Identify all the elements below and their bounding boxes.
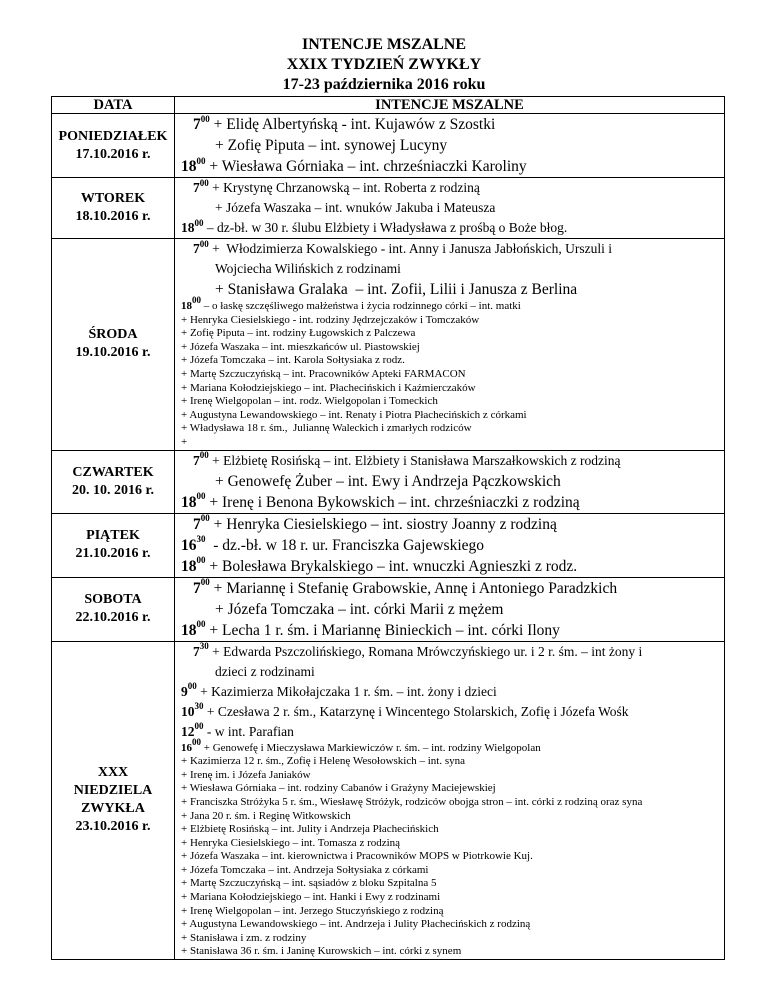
intention-text: + Mariannę i Stefanię Grabowskie, Annę i Antoniego Paradzkich xyxy=(209,579,618,597)
day-cell xyxy=(52,239,175,451)
day-row xyxy=(52,114,725,178)
mass-time xyxy=(193,238,209,256)
intention-text: + Józefa Tomczaka – int. córki Marii z mężem xyxy=(215,600,504,618)
mass-hour: 18 xyxy=(181,621,197,639)
mass-time xyxy=(181,155,206,175)
day-row xyxy=(52,577,725,641)
intention-text: + Krystynę Chrzanowską – int. Roberta z rodziną xyxy=(208,180,480,195)
intention-line xyxy=(181,620,720,641)
mass-minutes: 00 xyxy=(199,450,209,461)
intention-text: + Augustyna Lewandowskiego – int. Andrzeja i Julity Płachecińskich z rodziną xyxy=(181,918,531,931)
intention-line xyxy=(181,239,720,259)
mass-minutes: 00 xyxy=(196,491,206,502)
mass-hour: 18 xyxy=(181,557,197,575)
intention-text: + Henryka Ciesielskiego – int. siostry Joanny z rodziną xyxy=(209,515,557,533)
intention-text: + Martę Szczuczyńską – int. Pracowników Apteki FARMACON xyxy=(181,367,466,380)
mass-time xyxy=(181,681,197,699)
intention-line xyxy=(181,662,720,682)
intention-line xyxy=(181,782,720,796)
intention-text: + Józefa Waszaka – int. kierownictwa i Pracowników MOPS w Piotrkowie Kuj. xyxy=(181,850,533,863)
mass-minutes: 00 xyxy=(199,177,209,188)
intention-text: - w int. Parafian xyxy=(203,723,294,739)
day-row xyxy=(52,178,725,239)
intention-text: + Jana 20 r. śm. i Reginę Witkowskich xyxy=(181,809,351,822)
intention-text: + Stanisława Gralaka – int. Zofii, Lilii i Janusza z Berlina xyxy=(215,281,578,298)
intentions-cell xyxy=(175,641,725,960)
document-title: INTENCJE MSZALNE xyxy=(301,36,467,53)
title-block xyxy=(0,35,768,95)
intention-text: + Franciszka Stróżyka 5 r. śm., Wiesławę Stróżyk, rodziców obojga stron – int. córki z rodziną oraz syna xyxy=(181,795,643,808)
intention-text: + Elidę Albertyńską - int. Kujawów z Szostki xyxy=(209,116,496,133)
day-date: 20. 10. 2016 r. xyxy=(72,482,154,498)
day-date: 21.10.2016 r. xyxy=(75,546,151,562)
intention-text: + Stanisława i zm. z rodziny xyxy=(181,931,307,944)
day-name: PIĄTEK xyxy=(86,528,140,544)
mass-time xyxy=(193,513,210,533)
intention-line xyxy=(181,810,720,824)
intention-line xyxy=(181,578,720,599)
intention-line xyxy=(181,682,720,702)
intention-line xyxy=(181,114,720,135)
intention-text: dzieci z rodzinami xyxy=(215,663,315,679)
intention-line xyxy=(181,382,720,396)
intention-line xyxy=(181,471,720,492)
intention-line xyxy=(181,891,720,905)
intention-text: + Józefa Waszaka – int. mieszkańców ul. Piastowskiej xyxy=(181,340,420,353)
day-cell xyxy=(52,114,175,178)
mass-minutes: 30 xyxy=(196,534,206,545)
intention-line xyxy=(181,514,720,535)
intention-line xyxy=(181,945,720,959)
day-date: 17.10.2016 r. xyxy=(75,146,151,162)
column-header-intentions: INTENCJE MSZALNE xyxy=(175,97,725,114)
column-header-date: DATA xyxy=(52,97,175,114)
table-header-row xyxy=(52,97,725,114)
mass-time xyxy=(181,619,206,639)
mass-hour: 18 xyxy=(181,493,197,511)
day-name: NIEDZIELA xyxy=(73,783,153,799)
intention-line xyxy=(181,492,720,513)
mass-minutes: 00 xyxy=(200,513,210,524)
intentions-cell xyxy=(175,114,725,178)
intention-text: + Elżbietę Rosińską – int. Julity i Andrzeja Płachecińskich xyxy=(181,823,439,836)
intention-line xyxy=(181,864,720,878)
intention-text: + Zofię Piputa – int. synowej Lucyny xyxy=(215,137,448,154)
intention-text: + Mariana Kołodziejskiego – int. Płachecińskich i Kaźmierczaków xyxy=(181,381,476,394)
mass-minutes: 00 xyxy=(199,238,209,249)
intention-text: + Bolesława Brykalskiego – int. wnuczki Agnieszki z rodz. xyxy=(205,557,578,575)
mass-minutes: 00 xyxy=(194,721,204,732)
schedule-table xyxy=(51,96,725,960)
mass-hour: 7 xyxy=(193,241,200,256)
week-title: XXIX TYDZIEŃ ZWYKŁY xyxy=(286,56,482,73)
mass-hour: 10 xyxy=(181,703,195,719)
intentions-cell xyxy=(175,513,725,577)
mass-hour: 16 xyxy=(181,741,192,754)
intention-text: + Zofię Piputa – int. rodziny Ługowskich z Palczewa xyxy=(181,327,416,340)
mass-time xyxy=(193,450,209,468)
day-date: 19.10.2016 r. xyxy=(75,345,151,361)
mass-hour: 16 xyxy=(181,536,197,554)
intention-text: + Martę Szczuczyńską – int. sąsiadów z bloku Szpitalna 5 xyxy=(181,877,437,890)
day-name: SOBOTA xyxy=(84,592,142,608)
day-cell xyxy=(52,450,175,513)
intention-line xyxy=(181,156,720,177)
intention-line xyxy=(181,259,720,279)
day-cell xyxy=(52,577,175,641)
intention-line xyxy=(181,218,720,238)
day-cell xyxy=(52,641,175,960)
intention-text: + Irenę Wielgopolan – int. Jerzego Stuczyńskiego z rodziną xyxy=(181,904,444,917)
mass-time xyxy=(181,736,201,754)
intention-text: + Genowefę Żuber – int. Ewy i Andrzeja Pączkowskich xyxy=(215,472,561,490)
intention-text: + Czesława 2 r. śm., Katarzynę i Wincentego Stolarskich, Zofię i Józefa Wośk xyxy=(203,703,629,719)
intention-text: + Józefa Waszaka – int. wnuków Jakuba i Mateusza xyxy=(215,200,496,215)
intention-line xyxy=(181,755,720,769)
intention-text: + xyxy=(181,435,188,448)
intention-line xyxy=(181,599,720,620)
intention-text: + Henryka Ciesielskiego - int. rodziny Jędrzejczaków i Tomczaków xyxy=(181,313,480,326)
intention-text: + Włodzimierza Kowalskiego - int. Anny i Janusza Jabłońskich, Urszuli i xyxy=(208,241,613,256)
mass-minutes: 00 xyxy=(196,555,206,566)
intention-line xyxy=(181,341,720,355)
intentions-cell xyxy=(175,239,725,451)
intention-line xyxy=(181,850,720,864)
intentions-cell xyxy=(175,178,725,239)
mass-minutes: 00 xyxy=(194,217,204,228)
intention-text: + Władysława 18 r. śm., Juliannę Waleckich i zmarłych rodziców xyxy=(181,422,472,435)
mass-minutes: 30 xyxy=(199,641,209,652)
day-date: 23.10.2016 r. xyxy=(75,819,151,835)
intention-text: + Józefa Tomczaka – int. Karola Sołtysiaka z rodz. xyxy=(181,354,405,367)
mass-hour: 7 xyxy=(193,452,200,468)
mass-hour: 7 xyxy=(193,515,201,533)
intention-text: + Irenę Wielgopolan – int. rodz. Wielgopolan i Tomeckich xyxy=(181,395,438,408)
mass-time xyxy=(181,491,206,511)
intention-line xyxy=(181,354,720,368)
day-name: CZWARTEK xyxy=(72,464,154,480)
intention-text: + Henryka Ciesielskiego – int. Tomasza z rodziną xyxy=(181,836,401,849)
mass-hour: 18 xyxy=(181,220,195,235)
intention-line xyxy=(181,535,720,556)
mass-minutes: 00 xyxy=(192,736,201,747)
mass-time xyxy=(193,177,209,195)
intention-text: + Józefa Tomczaka – int. Andrzeja Sołtysiaka z córkami xyxy=(181,863,429,876)
date-range: 17-23 października 2016 roku xyxy=(282,76,486,93)
intention-line xyxy=(181,422,720,436)
mass-hour: 7 xyxy=(193,180,200,195)
intention-line xyxy=(181,702,720,722)
day-cell xyxy=(52,513,175,577)
intention-text: - dz.-bł. w 18 r. ur. Franciszka Gajewskiego xyxy=(205,536,485,554)
mass-time xyxy=(193,577,210,597)
intention-text: + Mariana Kołodziejskiego – int. Hanki i Ewy z rodzinami xyxy=(181,891,441,904)
mass-minutes: 00 xyxy=(192,295,201,306)
mass-time xyxy=(193,641,209,659)
intention-text: + Irenę im. i Józefa Janiaków xyxy=(181,768,311,781)
intention-line xyxy=(181,395,720,409)
intention-text: + Edwarda Pszczolińskiego, Romana Mrówczyńskiego ur. i 2 r. śm. – int żony i xyxy=(208,643,643,659)
mass-minutes: 00 xyxy=(187,681,197,692)
mass-time xyxy=(181,217,204,235)
mass-time xyxy=(181,534,206,554)
mass-time xyxy=(193,113,210,133)
day-name: ZWYKŁA xyxy=(81,801,145,817)
intention-text: + Wiesława Górniaka – int. chrześniaczki Karoliny xyxy=(205,158,527,175)
mass-hour: 7 xyxy=(193,643,200,659)
mass-hour: 9 xyxy=(181,683,188,699)
intention-text: + Elżbietę Rosińską – int. Elżbiety i Stanisława Marszałkowskich z rodziną xyxy=(208,452,621,468)
intention-text: + Augustyna Lewandowskiego – int. Renaty i Piotra Płachecińskich z córkami xyxy=(181,408,527,421)
intention-line xyxy=(181,769,720,783)
intention-line xyxy=(181,905,720,919)
day-date: 22.10.2016 r. xyxy=(75,610,151,626)
intention-line xyxy=(181,368,720,382)
day-row xyxy=(52,239,725,451)
intention-text: – dz-bł. w 30 r. ślubu Elżbiety i Władysława z prośbą o Boże błog. xyxy=(203,220,568,235)
mass-minutes: 00 xyxy=(196,155,206,166)
mass-minutes: 00 xyxy=(200,577,210,588)
intention-text: Wojciecha Wilińskich z rodzinami xyxy=(215,261,401,276)
intention-line xyxy=(181,837,720,851)
mass-time xyxy=(181,701,204,719)
mass-time xyxy=(181,295,201,312)
day-row xyxy=(52,641,725,960)
day-name: ŚRODA xyxy=(88,327,138,343)
day-cell xyxy=(52,178,175,239)
intention-line xyxy=(181,314,720,328)
intention-line xyxy=(181,451,720,471)
mass-hour: 7 xyxy=(193,116,201,133)
intention-line xyxy=(181,436,720,450)
day-name: PONIEDZIAŁEK xyxy=(58,128,168,144)
intention-line xyxy=(181,327,720,341)
intention-text: + Stanisława 36 r. śm. i Janinę Kurowskich – int. córki z synem xyxy=(181,945,462,958)
intention-line xyxy=(181,877,720,891)
intention-line xyxy=(181,642,720,662)
mass-minutes: 00 xyxy=(196,619,206,630)
intention-line xyxy=(181,279,720,300)
day-date: 18.10.2016 r. xyxy=(75,209,151,224)
intentions-cell xyxy=(175,577,725,641)
intention-text: – o łaskę szczęśliwego małżeństwa i życia rodzinnego córki – int. matki xyxy=(201,300,521,312)
mass-hour: 18 xyxy=(181,300,192,312)
intention-line xyxy=(181,556,720,577)
mass-minutes: 30 xyxy=(194,701,204,712)
day-row xyxy=(52,450,725,513)
intention-line xyxy=(181,178,720,198)
intentions-cell xyxy=(175,450,725,513)
intention-line xyxy=(181,135,720,156)
intention-line xyxy=(181,722,720,742)
intention-line xyxy=(181,295,720,314)
day-name: XXX xyxy=(97,765,129,781)
intention-text: + Kazimierza 12 r. śm., Zofię i Helenę Wesołowskich – int. syna xyxy=(181,755,466,768)
intention-line xyxy=(181,918,720,932)
intention-line xyxy=(181,932,720,946)
intention-line xyxy=(181,409,720,423)
intention-text: + Wiesława Górniaka – int. rodziny Cabanów i Grażyny Maciejewskiej xyxy=(181,782,496,795)
intention-line xyxy=(181,823,720,837)
day-row xyxy=(52,513,725,577)
intention-text: + Kazimierza Mikołajczaka 1 r. śm. – int. żony i dzieci xyxy=(196,683,497,699)
mass-minutes: 00 xyxy=(200,113,210,124)
intention-line xyxy=(181,796,720,810)
mass-hour: 18 xyxy=(181,158,197,175)
intention-text: + Irenę i Benona Bykowskich – int. chrześniaczki z rodziną xyxy=(205,493,580,511)
mass-hour: 7 xyxy=(193,579,201,597)
intention-text: + Genowefę i Mieczysława Markiewiczów r. śm. – int. rodziny Wielgopolan xyxy=(201,741,541,754)
intention-line xyxy=(181,198,720,218)
intention-line xyxy=(181,736,720,756)
mass-time xyxy=(181,555,206,575)
mass-hour: 12 xyxy=(181,723,195,739)
day-name: WTOREK xyxy=(80,191,146,206)
intention-text: + Lecha 1 r. śm. i Mariannę Binieckich – int. córki Ilony xyxy=(205,621,560,639)
